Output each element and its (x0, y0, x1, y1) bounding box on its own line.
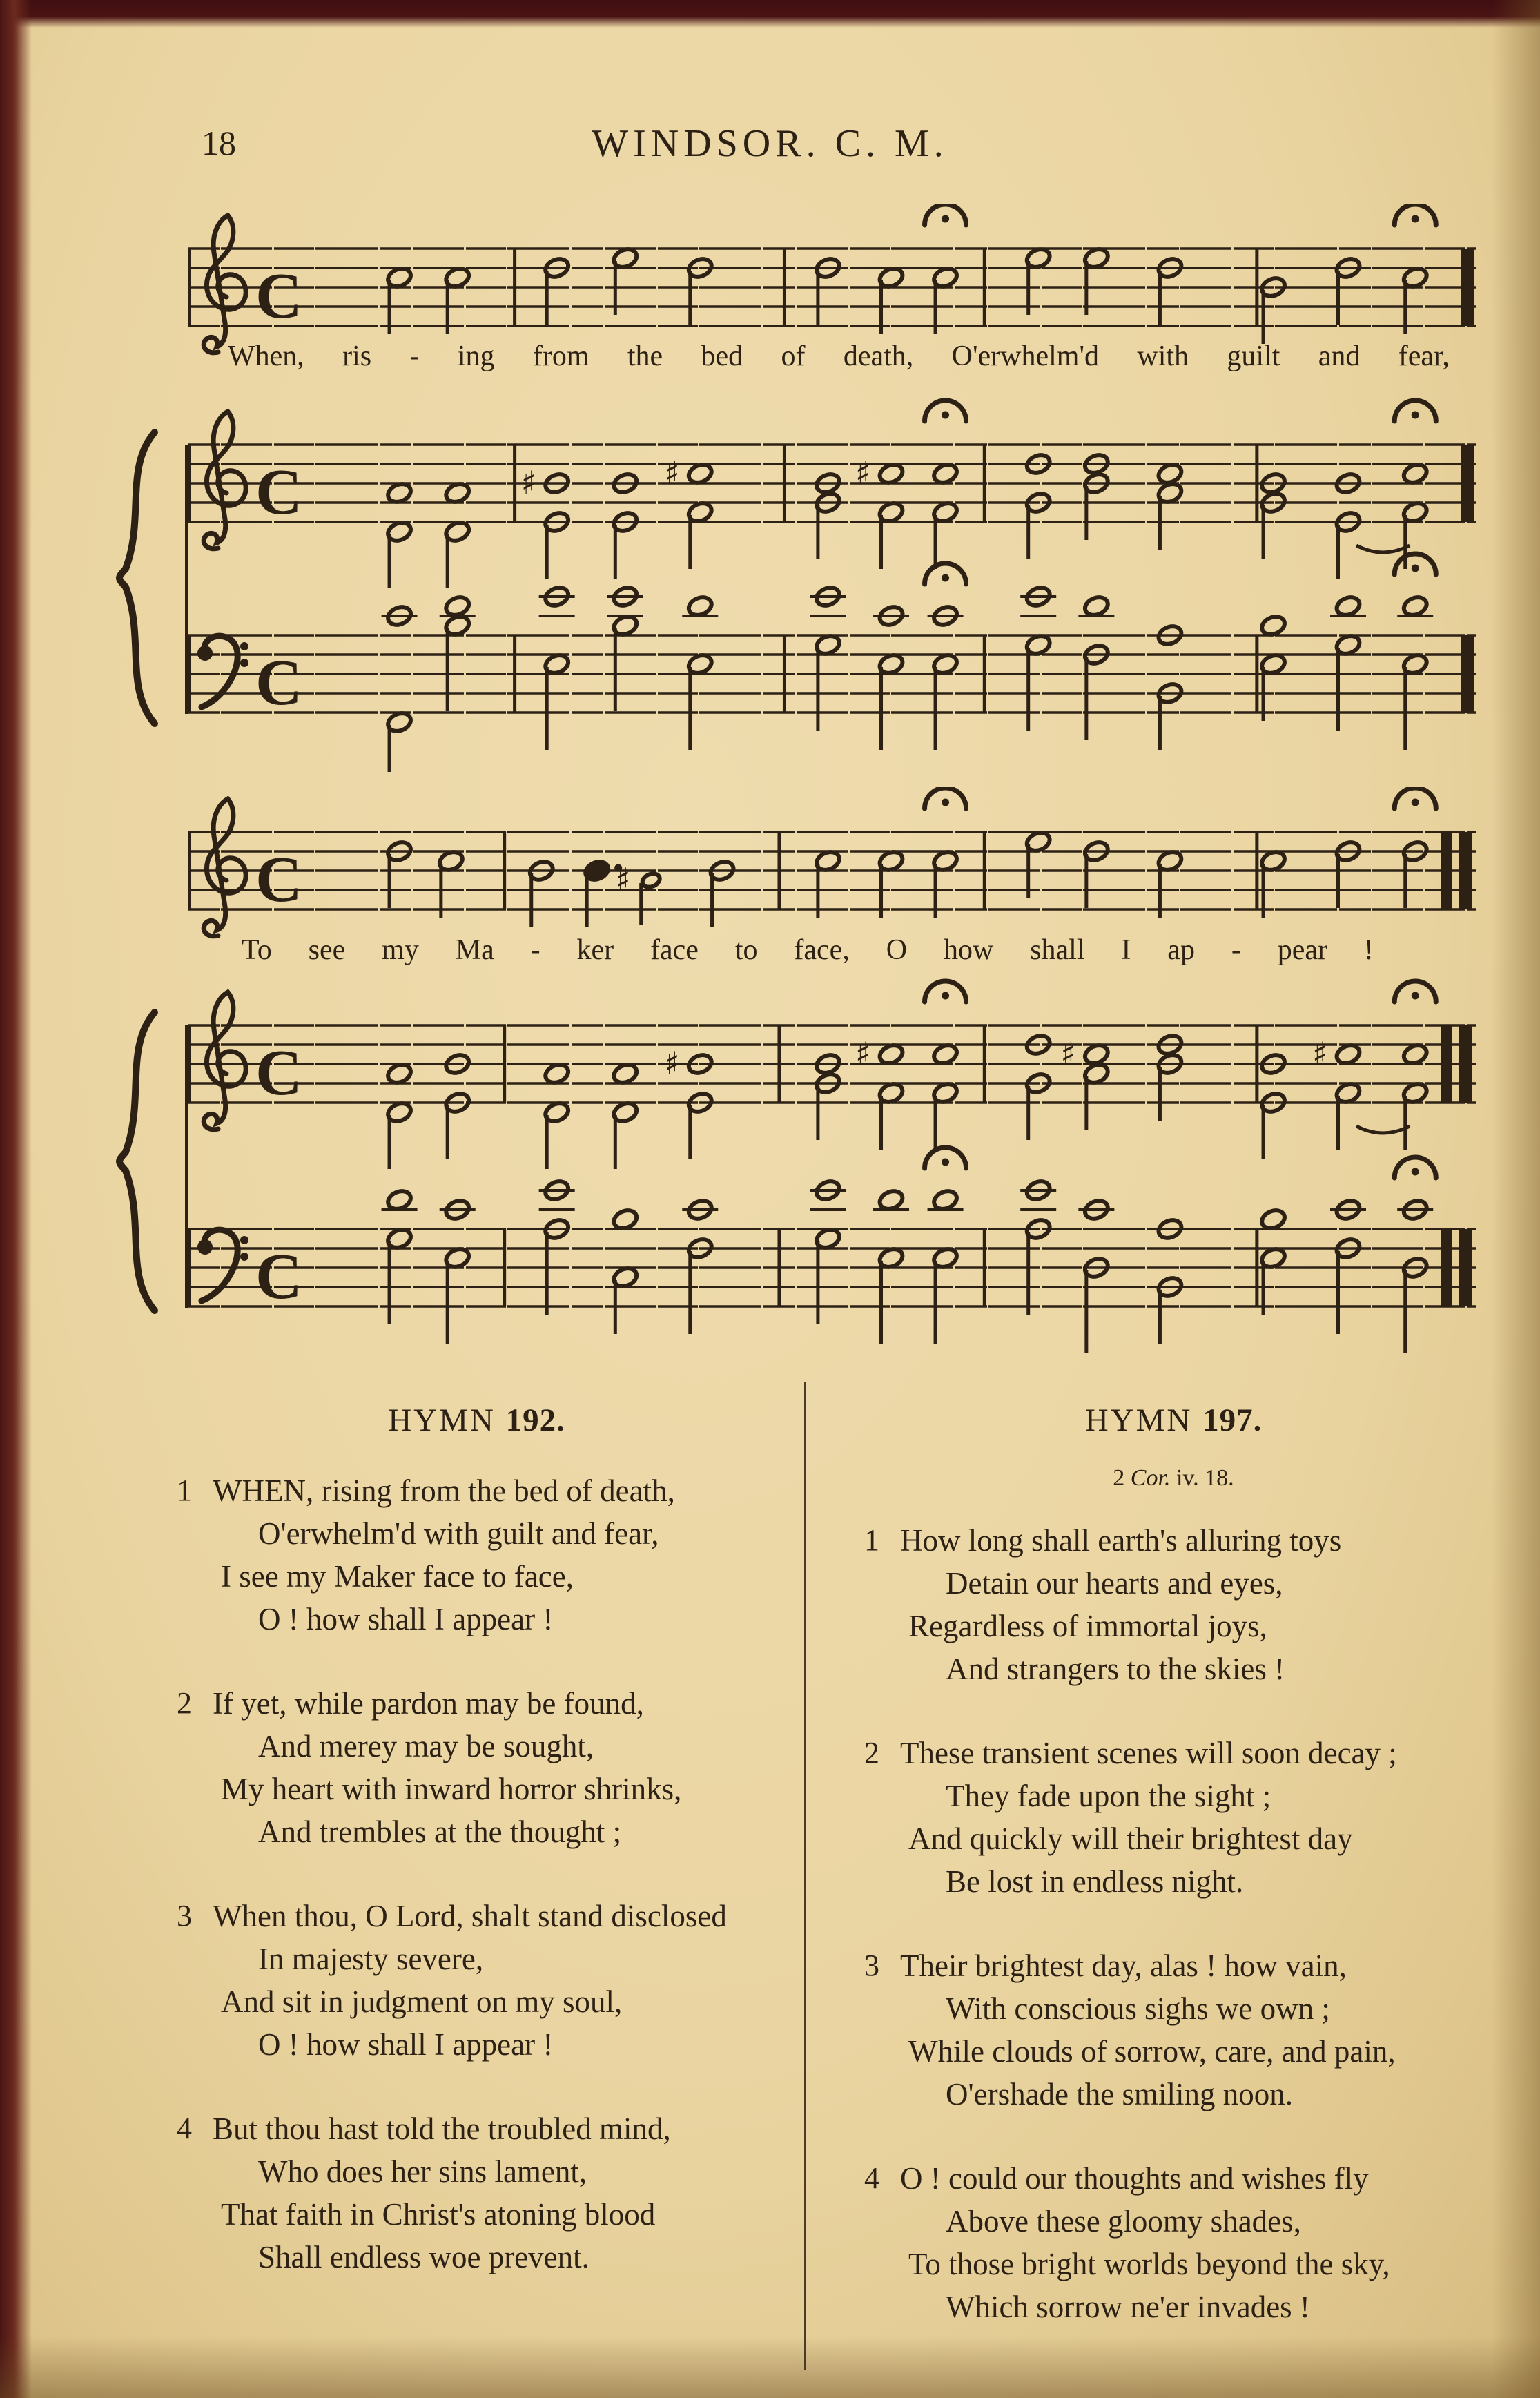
scripture-reference: 2 Cor. iv. 18. (1113, 1465, 1234, 1491)
verse-number: 1 (864, 1523, 879, 1557)
lyric-word: ris (342, 340, 372, 372)
fermata-icon (925, 981, 966, 1002)
barline (503, 1025, 506, 1103)
note (612, 246, 640, 315)
note (1401, 266, 1430, 334)
barline (513, 445, 516, 522)
barline (983, 445, 986, 522)
lyric-word: When, (228, 340, 304, 372)
music-staff-bass (186, 544, 1477, 772)
verse (177, 1469, 777, 1641)
verse-line: And trembles at the thought ; (258, 1815, 622, 1849)
note (1078, 594, 1114, 740)
verse-line: But thou hast told the troubled mind, (213, 2111, 671, 2146)
barline (513, 249, 516, 326)
note (539, 585, 575, 750)
verse (177, 1682, 777, 1853)
system-start-barline (185, 445, 188, 714)
hymn-heading (177, 1402, 777, 1439)
note (708, 859, 737, 927)
verse-line: And strangers to the skies ! (946, 1652, 1285, 1686)
note (1024, 452, 1053, 559)
verse (177, 1895, 777, 2066)
fermata-icon (1394, 204, 1436, 225)
verse-line: And merey may be sought, (258, 1729, 594, 1763)
verse-list (177, 1469, 777, 2279)
fermata-icon (1394, 554, 1436, 574)
lyric-word: To (242, 934, 272, 966)
verse-line: Detain our hearts and eyes, (946, 1566, 1283, 1601)
verse-line: They fade upon the sight ; (946, 1779, 1271, 1813)
note (682, 1198, 718, 1334)
verse-lines (213, 2107, 777, 2279)
verse-line: My heart with inward horror shrinks, (221, 1772, 682, 1806)
verse-number: 3 (177, 1899, 192, 1933)
time-signature: C (255, 260, 302, 332)
verse (864, 1732, 1483, 1903)
verse-line: Who does her sins lament, (258, 2154, 587, 2189)
treble-clef-icon (204, 992, 246, 1130)
barline (783, 445, 786, 522)
fermata-icon (925, 400, 966, 421)
barline (1255, 635, 1258, 713)
verse-line: Be lost in endless night. (946, 1864, 1244, 1899)
lyric-word: of (781, 340, 806, 372)
lyric-word: how (943, 934, 994, 966)
note (385, 840, 413, 908)
note (1024, 246, 1053, 315)
note (382, 1188, 418, 1324)
lyric-word: shall (1030, 934, 1085, 966)
verse-lines (213, 1895, 777, 2066)
verse-line: Their brightest day, alas ! how vain, (900, 1949, 1347, 1983)
verse-lines (900, 1519, 1483, 1690)
lyric-word: the (627, 340, 663, 372)
sharp-icon: ♯ (855, 1035, 871, 1072)
verse-line: O ! how shall I appear ! (258, 1602, 554, 1636)
barline (783, 249, 786, 326)
verse-lines (900, 1732, 1483, 1903)
verse-line: O ! could our thoughts and wishes fly (900, 2161, 1369, 2196)
hymn-heading-word: HYMN (1084, 1402, 1193, 1438)
verse-list (864, 1519, 1483, 2328)
verse-line: In majesty severe, (258, 1942, 484, 1976)
note (928, 604, 964, 750)
note (1397, 594, 1433, 750)
note (1156, 849, 1185, 918)
sharp-icon: ♯ (520, 464, 536, 501)
system-brace-icon (104, 428, 173, 728)
note (814, 256, 842, 325)
lyric-word: fear, (1398, 340, 1450, 372)
note (1401, 840, 1430, 908)
note (1024, 1033, 1053, 1140)
note (814, 849, 842, 918)
sharp-icon: ♯ (615, 861, 631, 898)
treble-clef-icon (204, 412, 246, 549)
note (682, 594, 718, 750)
note (1259, 275, 1287, 344)
note (686, 256, 714, 325)
music-staff-bass (186, 1138, 1477, 1366)
fermata-icon (1394, 981, 1436, 1002)
note (1334, 840, 1363, 908)
sharp-icon: ♯ (664, 454, 680, 492)
note (612, 1208, 640, 1334)
verse-line: Above these gloomy shades, (946, 2204, 1301, 2239)
fermata-icon (925, 563, 966, 584)
lyric-line (242, 934, 1374, 967)
bass-clef-icon (197, 636, 248, 707)
verse-line: With conscious sighs we own ; (946, 1991, 1330, 2026)
time-signature: C (255, 647, 302, 719)
note (527, 859, 556, 927)
page-edge-top (0, 0, 1540, 28)
note (1259, 614, 1287, 721)
note (1082, 246, 1111, 315)
hymn-number: 192. (505, 1402, 565, 1438)
note (437, 849, 465, 918)
lyric-word: my (382, 934, 419, 966)
lyric-word: see (308, 934, 346, 966)
verse-number: 2 (177, 1686, 192, 1720)
lyric-word: face, (794, 934, 850, 966)
note (1401, 1043, 1430, 1150)
note (443, 266, 471, 334)
verse-line: These transient scenes will soon decay ; (900, 1736, 1397, 1770)
note (1397, 1198, 1433, 1353)
verse-number: 2 (864, 1736, 879, 1770)
bass-clef-icon (197, 1230, 248, 1301)
verse-lines (900, 2157, 1483, 2328)
note (931, 1043, 959, 1150)
note (1024, 830, 1053, 898)
verse-lines (213, 1469, 777, 1641)
note (1334, 256, 1363, 325)
barline (1255, 832, 1258, 909)
verse-line: And quickly will their brightest day (908, 1821, 1353, 1856)
barline (777, 1025, 781, 1103)
verse-number: 4 (864, 2161, 879, 2195)
note (1020, 1179, 1056, 1315)
lyric-line (228, 340, 1450, 373)
barline (777, 832, 781, 909)
system-brace-icon (104, 1008, 173, 1315)
lyric-word: - (1231, 934, 1241, 966)
barline (1255, 249, 1258, 326)
page-edge-left (0, 0, 32, 2398)
lyric-word: I (1121, 934, 1131, 966)
note (440, 1198, 476, 1344)
verse-line: While clouds of sorrow, care, and pain, (908, 2034, 1396, 2069)
verse-line: How long shall earth's alluring toys (900, 1523, 1342, 1558)
note (877, 849, 906, 918)
verse-number: 3 (864, 1949, 879, 1982)
treble-clef-icon (204, 799, 246, 936)
time-signature: C (255, 1241, 302, 1313)
tie-curve (1356, 1126, 1410, 1133)
verse-line: That faith in Christ's atoning blood (221, 2197, 656, 2232)
lyric-word: bed (701, 340, 743, 372)
note (1259, 849, 1287, 918)
page-edge-right (1492, 0, 1540, 2398)
lyric-word: to (734, 934, 758, 966)
barline (983, 1229, 986, 1306)
note (1156, 462, 1185, 550)
verse-line: O'erwhelm'd with guilt and fear, (258, 1516, 659, 1551)
barline (783, 635, 786, 713)
page-number: 18 (202, 124, 236, 162)
verse-line: I see my Maker face to face, (221, 1559, 574, 1594)
barline (983, 249, 986, 326)
verse-line: Shall endless woe prevent. (258, 2240, 589, 2274)
lyric-word: death, (843, 340, 914, 372)
fermata-icon (925, 1148, 966, 1168)
hymn-number: 197. (1202, 1402, 1263, 1438)
note (1312, 1035, 1362, 1150)
lyric-word: pear (1277, 934, 1328, 966)
note (928, 1188, 964, 1344)
fermata-icon (1394, 1157, 1436, 1178)
barline (513, 635, 516, 713)
note (873, 604, 909, 750)
time-signature: C (255, 844, 302, 916)
hymn-heading (864, 1402, 1483, 1439)
note (1330, 594, 1366, 731)
barline (983, 1025, 986, 1103)
time-signature: C (255, 456, 302, 528)
lyric-word: with (1137, 340, 1189, 372)
lyric-word: from (532, 340, 589, 372)
barline (1255, 445, 1258, 522)
note (543, 256, 571, 325)
verse-lines (900, 1944, 1483, 2116)
page-title: WINDSOR. C. M. (592, 122, 948, 165)
lyric-word: face (650, 934, 699, 966)
note (931, 266, 959, 334)
lyric-word: ker (576, 934, 614, 966)
verse-line: When thou, O Lord, shalt stand disclosed (213, 1899, 727, 1933)
note (1156, 1217, 1185, 1344)
note (1020, 585, 1056, 731)
lyric-word: ap (1167, 934, 1195, 966)
lyric-word: O (886, 934, 908, 966)
verse-line: O'ershade the smiling noon. (946, 2077, 1294, 2111)
barline (983, 832, 986, 909)
lyric-word: O'erwhelm'd (951, 340, 1100, 372)
note (1156, 256, 1185, 325)
note (810, 1179, 846, 1324)
verse-line: Regardless of immortal joys, (908, 1609, 1267, 1643)
sharp-icon: ♯ (1312, 1035, 1328, 1072)
note (1259, 1208, 1287, 1315)
lyric-word: - (530, 934, 540, 966)
note (855, 1035, 905, 1150)
lyric-word: - (409, 340, 420, 372)
note (931, 849, 959, 918)
fermata-icon (925, 788, 966, 809)
fermata-icon (925, 204, 966, 225)
fermata-icon (1394, 788, 1436, 809)
verse-number: 1 (177, 1473, 192, 1507)
barline (503, 1229, 506, 1306)
time-signature: C (255, 1037, 302, 1109)
note (1330, 1198, 1366, 1334)
note (810, 585, 846, 731)
hymn-text-block (144, 1382, 1497, 2370)
note (1082, 840, 1111, 908)
verse (177, 2107, 777, 2279)
verse (864, 1519, 1483, 1690)
note (877, 266, 906, 334)
verse-line: Which sorrow ne'er invades ! (946, 2290, 1310, 2324)
verse (864, 2157, 1483, 2328)
hymn-column-197 (804, 1382, 1497, 2370)
lyric-word: and (1318, 340, 1361, 372)
note (1078, 1198, 1114, 1353)
verse-line: WHEN, rising from the bed of death, (213, 1473, 675, 1508)
lyric-word: ! (1363, 934, 1374, 966)
verse-lines (213, 1682, 777, 1853)
lyric-word: ing (457, 340, 495, 372)
barline (777, 1229, 781, 1306)
treble-clef-icon (204, 215, 246, 353)
hymn-heading-word: HYMN (388, 1402, 496, 1438)
verse-line: And sit in judgment on my soul, (221, 1984, 623, 2019)
verse (864, 1944, 1483, 2116)
barline (503, 832, 506, 909)
barline (983, 635, 986, 713)
note (385, 266, 413, 334)
note (539, 1179, 575, 1315)
lyric-word: Ma (455, 934, 494, 966)
sharp-icon: ♯ (855, 454, 871, 492)
lyric-word: guilt (1227, 340, 1280, 372)
system-start-barline (185, 1025, 188, 1308)
verse-line: If yet, while pardon may be found, (213, 1686, 644, 1721)
verse-line: To those bright worlds beyond the sky, (908, 2247, 1390, 2281)
verse-line: O ! how shall I appear ! (258, 2027, 554, 2062)
verse-number: 4 (177, 2111, 192, 2145)
sharp-icon: ♯ (1060, 1035, 1076, 1072)
fermata-icon (1394, 400, 1436, 421)
hymn-column-192 (144, 1382, 804, 2370)
note (873, 1188, 909, 1344)
barline (1255, 1229, 1258, 1306)
barline (1255, 1025, 1258, 1103)
sharp-icon: ♯ (664, 1045, 680, 1082)
note (1156, 623, 1185, 750)
note (382, 604, 418, 772)
